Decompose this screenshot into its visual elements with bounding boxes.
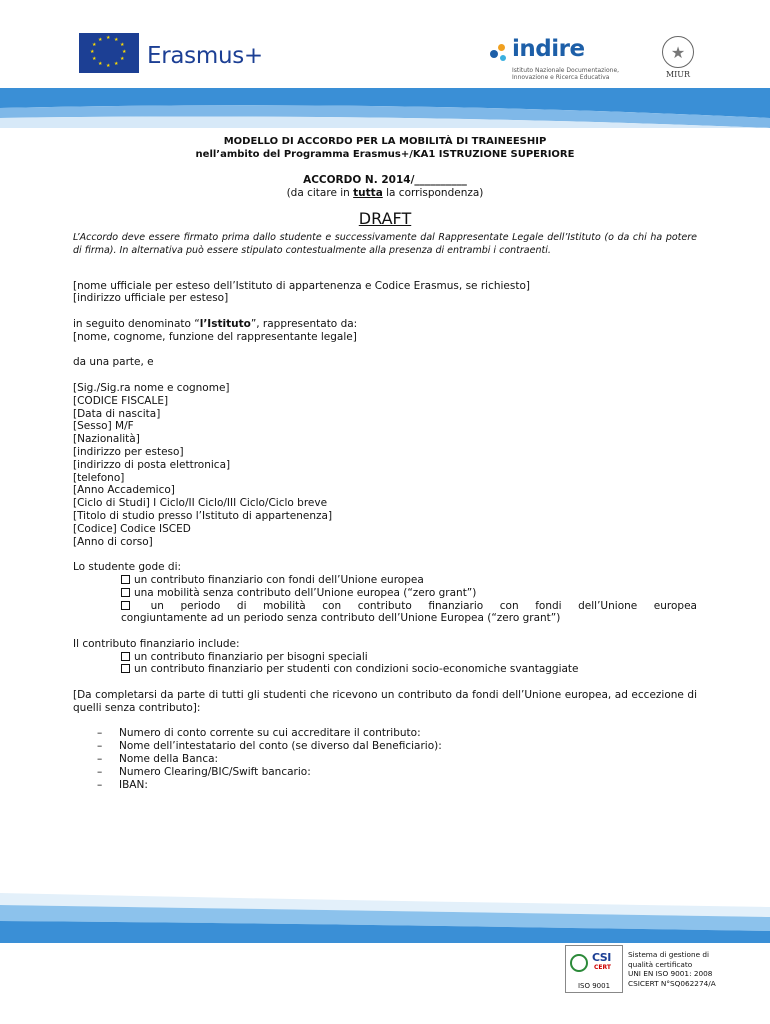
miur-label: MIUR — [665, 70, 691, 79]
iso-label: ISO 9001 — [577, 982, 611, 990]
student-benefits-label: Lo studente gode di: — [73, 561, 182, 574]
checkbox[interactable] — [121, 652, 130, 661]
bank-details-note: [Da completarsi da parte di tutti gli studenti che ricevono un contributo da fondi dell’Unione europea, ad eccezione di quelli senza contributo]: — [73, 689, 697, 714]
student-field: [Titolo di studio presso l’Istituto di appartenenza] — [73, 509, 333, 522]
student-field: [Codice] Codice ISCED — [73, 522, 191, 535]
one-side-text: da una parte, e — [73, 356, 154, 369]
document-title: MODELLO DI ACCORDO PER LA MOBILITÀ DI TRAINEESHIP — [223, 136, 547, 147]
header-wave-band — [0, 88, 770, 128]
checkbox[interactable] — [121, 601, 130, 610]
bank-field: – Numero di conto corrente su cui accreditare il contributo: — [97, 727, 697, 740]
institute-address-field: [indirizzo ufficiale per esteso] — [73, 292, 229, 305]
student-field: [Anno di corso] — [73, 535, 153, 548]
benefit-option-mixed-continued: congiuntamente ad un periodo senza contributo dell’Unione Europea (“zero grant”) — [121, 612, 561, 625]
checkbox[interactable] — [121, 664, 130, 673]
benefit-option-eu-grant[interactable]: un contributo finanziario con fondi dell’Unione europea — [73, 574, 697, 587]
bank-field: – Nome della Banca: — [97, 753, 697, 766]
csi-cert-logo — [565, 945, 623, 993]
student-field: [Anno Accademico] — [73, 484, 175, 497]
student-field: [indirizzo per esteso] — [73, 445, 184, 458]
republic-emblem-icon — [662, 36, 694, 68]
financial-contribution-label: Il contributo finanziario include: — [73, 637, 240, 650]
benefit-option-zero-grant[interactable]: una mobilità senza contributo dell’Unione europea (“zero grant”) — [73, 587, 697, 600]
indire-subtitle: Istituto Nazionale Documentazione, Innovazione e Ricerca Educativa — [512, 67, 620, 81]
certification-globe-icon — [570, 954, 588, 972]
bank-field: – IBAN: — [97, 779, 697, 792]
legal-representative-field: [nome, cognome, funzione del rappresentante legale] — [73, 330, 357, 343]
checkbox[interactable] — [121, 575, 130, 584]
certification-text: Sistema di gestione di qualità certificato UNI EN ISO 9001: 2008 CSICERT N°SQ062274/A — [628, 950, 716, 988]
indire-dots-icon — [490, 44, 510, 64]
agreement-number: ACCORDO N. 2014/__________ — [303, 174, 467, 187]
benefit-option-mixed[interactable]: un periodo di mobilità con contributo finanziario con fondi dell’Unione europea — [73, 600, 697, 613]
bank-field: – Nome dell’intestatario del conto (se diverso dal Beneficiario): — [97, 740, 697, 753]
institute-name-field: [nome ufficiale per esteso dell’Istituto di appartenenza e Codice Erasmus, se richiesto] — [73, 279, 530, 292]
student-field: [Sesso] M/F — [73, 420, 134, 433]
cert-logo-text: CERT — [594, 964, 611, 971]
agreement-citation-note: (da citare in tutta la corrispondenza) — [286, 187, 484, 200]
student-field: [telefono] — [73, 471, 125, 484]
student-field: [CODICE FISCALE] — [73, 394, 169, 407]
document-subtitle: nell’ambito del Programma Erasmus+/KA1 ISTRUZIONE SUPERIORE — [195, 148, 575, 160]
student-field: [Ciclo di Studi] I Ciclo/II Ciclo/III Ciclo/Ciclo breve — [73, 497, 328, 510]
student-field: [Sig./Sig.ra nome e cognome] — [73, 381, 230, 394]
student-field: [Data di nascita] — [73, 407, 161, 420]
student-field: [indirizzo di posta elettronica] — [73, 458, 231, 471]
draft-watermark: DRAFT — [358, 208, 412, 228]
erasmus-logo: Erasmus+ — [147, 43, 263, 69]
checkbox[interactable] — [121, 588, 130, 597]
csi-logo-text: CSI — [592, 951, 611, 964]
indire-logo-text: indire — [512, 36, 585, 62]
bank-field: – Numero Clearing/BIC/Swift bancario: — [97, 766, 697, 779]
eu-flag-icon: ★ ★ ★ ★ ★ ★ ★ ★ ★ ★ ★ ★ — [79, 33, 139, 73]
agreement-document — [73, 136, 697, 791]
bank-fields-list — [73, 727, 697, 791]
footer-wave-band — [0, 893, 770, 943]
student-fields-list — [73, 382, 697, 548]
student-field: [Nazionalità] — [73, 433, 140, 446]
contribution-option-special-needs[interactable]: un contributo finanziario per bisogni speciali — [73, 651, 697, 664]
institute-denomination: in seguito denominato “l’Istituto”, rappresentato da: — [73, 317, 358, 330]
indire-logo — [490, 36, 620, 85]
quality-certification — [565, 945, 725, 995]
signing-instructions: L’Accordo deve essere firmato prima dallo studente e successivamente dal Rappresentate Legale dell’Istituto (o da chi ha potere di firma). In alternativa può essere stipulato contestualmente alla presenza di entrambi i contraenti. — [73, 231, 697, 256]
miur-logo — [658, 36, 698, 84]
contribution-option-disadvantaged[interactable]: un contributo finanziario per studenti con condizioni socio-economiche svantaggiate — [73, 663, 697, 676]
